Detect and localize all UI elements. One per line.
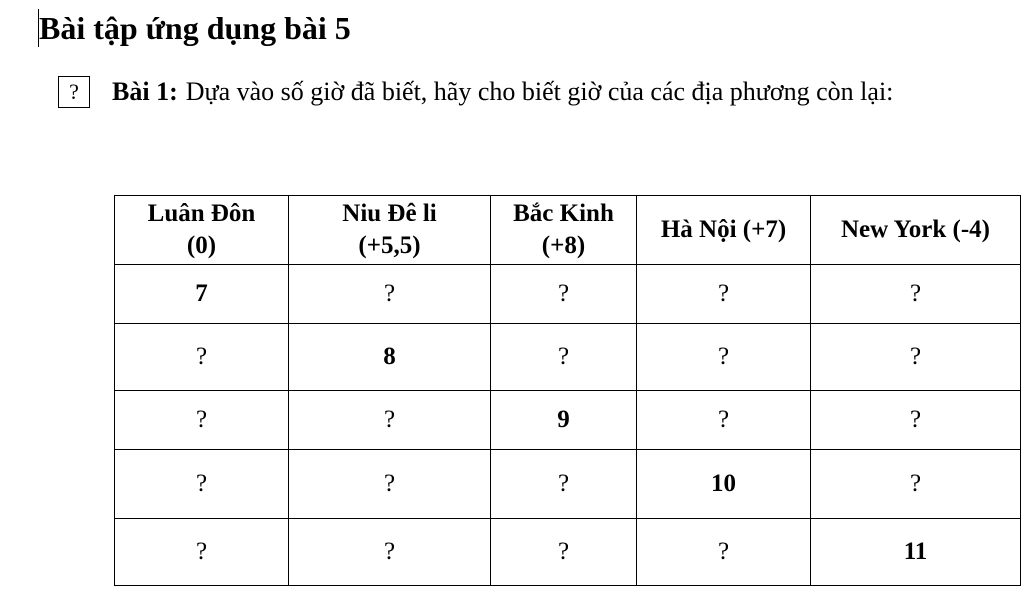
table-cell: ? <box>637 519 811 586</box>
table-cell: ? <box>811 265 1021 324</box>
table-cell: 7 <box>115 265 289 324</box>
header-label: New York (-4) <box>840 216 991 243</box>
table-cell: ? <box>115 391 289 450</box>
header-hanoi <box>637 196 811 265</box>
header-london <box>115 196 289 265</box>
table-cell: ? <box>491 519 637 586</box>
header-new-delhi <box>289 196 491 265</box>
header-label: Hà Nội (+7) <box>660 216 787 243</box>
table-cell: ? <box>491 265 637 324</box>
table-cell: ? <box>491 450 637 519</box>
header-new-york <box>811 196 1021 265</box>
header-offset: (0) <box>186 232 217 259</box>
table-cell: ? <box>289 391 491 450</box>
table-cell: ? <box>811 450 1021 519</box>
header-offset: (+5,5) <box>358 232 421 259</box>
table-cell: ? <box>289 519 491 586</box>
table-cell: 11 <box>811 519 1021 586</box>
header-label: Luân Đôn <box>147 200 256 227</box>
header-label: Bắc Kinh <box>513 200 614 227</box>
page-title: Bài tập ứng dụng bài 5 <box>39 10 351 46</box>
table-row <box>115 324 1021 391</box>
header-offset: (+8) <box>541 232 586 259</box>
table-cell: ? <box>289 265 491 324</box>
exercise-instruction: Dựa vào số giờ đã biết, hãy cho biết giờ của các địa phương còn lại: <box>185 77 894 106</box>
table-cell: 10 <box>637 450 811 519</box>
header-label: Niu Đê li <box>342 200 437 227</box>
table-cell: 8 <box>289 324 491 391</box>
table-cell: ? <box>637 324 811 391</box>
table-row <box>115 391 1021 450</box>
question-mark-box-icon: ? <box>58 76 90 108</box>
table-row <box>115 265 1021 324</box>
table-row <box>115 519 1021 586</box>
table-cell: ? <box>637 265 811 324</box>
exercise-prompt <box>58 74 893 110</box>
header-beijing <box>491 196 637 265</box>
table-cell: ? <box>115 450 289 519</box>
table-cell: ? <box>289 450 491 519</box>
table-cell: ? <box>811 391 1021 450</box>
time-zone-table <box>114 195 1021 586</box>
table-row <box>115 450 1021 519</box>
table-cell: ? <box>811 324 1021 391</box>
table-cell: ? <box>115 324 289 391</box>
table-cell: ? <box>115 519 289 586</box>
table-cell: ? <box>491 324 637 391</box>
table-header-row <box>115 196 1021 265</box>
table-cell: 9 <box>491 391 637 450</box>
exercise-label: Bài 1: <box>112 77 178 106</box>
table-cell: ? <box>637 391 811 450</box>
